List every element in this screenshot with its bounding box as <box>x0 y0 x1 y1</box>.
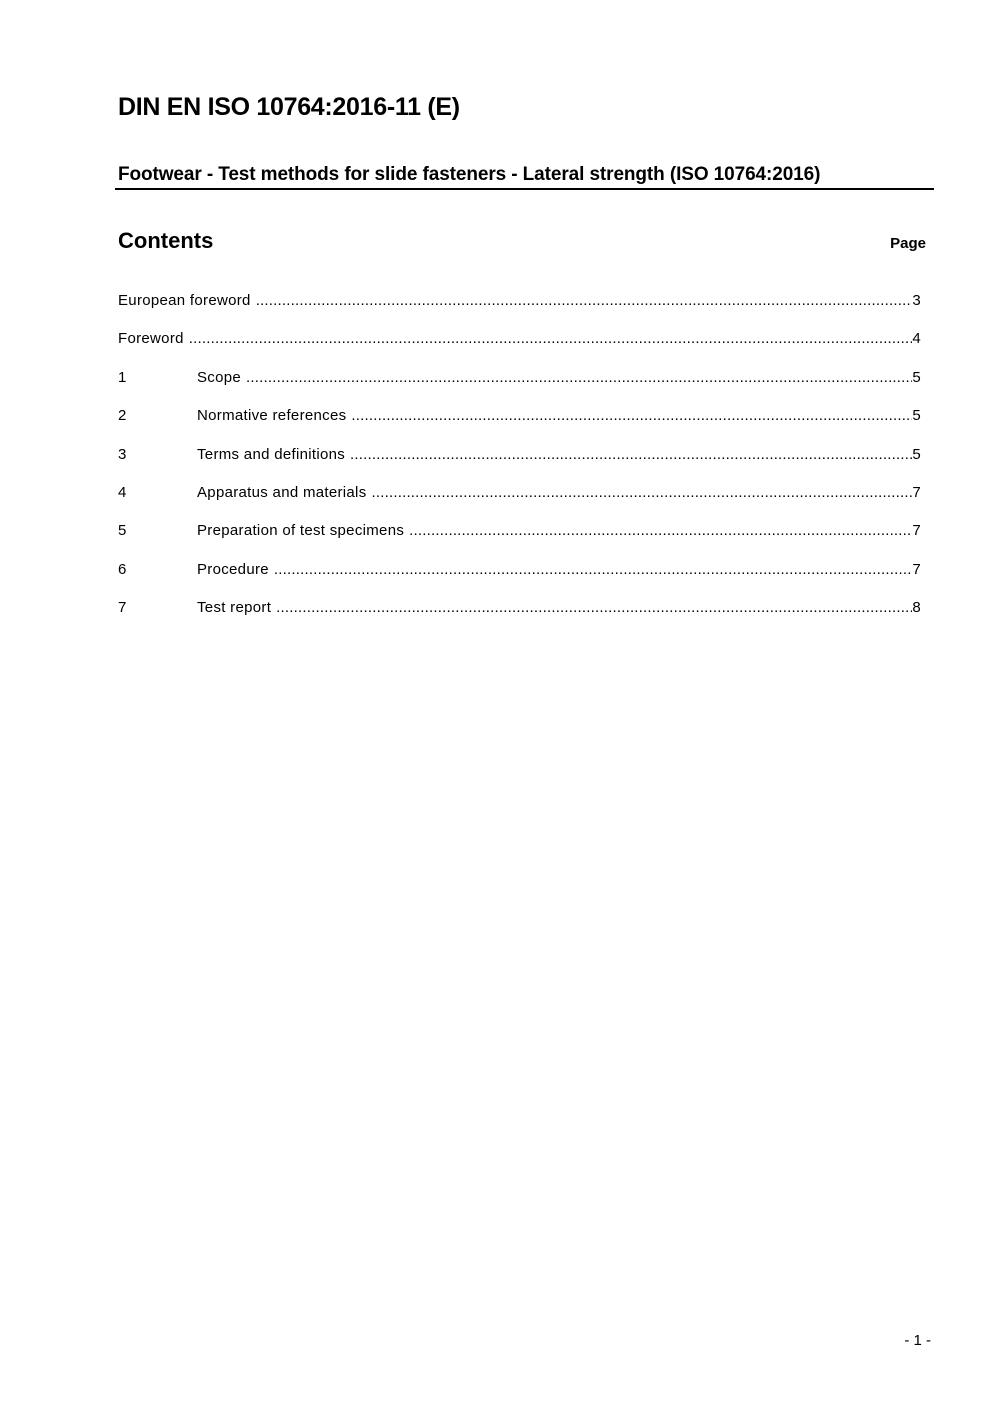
toc-entry-title: Foreword <box>118 330 184 348</box>
toc-dot-leader <box>372 484 913 501</box>
toc-entry-normative-references[interactable] <box>118 407 921 445</box>
toc-dot-leader <box>246 369 912 386</box>
toc-entry-title: Terms and definitions <box>197 445 346 463</box>
toc-entry-page: 7 <box>912 522 921 540</box>
toc-entry-european-foreword[interactable] <box>118 292 921 330</box>
toc-dot-leader <box>409 522 912 539</box>
toc-entry-page: 7 <box>912 483 921 501</box>
contents-heading: Contents <box>118 228 214 253</box>
toc-entry-title: Procedure <box>197 560 269 578</box>
toc-entry-number: 3 <box>118 445 127 463</box>
toc-entry-title: Preparation of test specimens <box>197 522 405 540</box>
toc-entry-number: 7 <box>118 599 127 617</box>
toc-dot-leader <box>189 330 913 347</box>
toc-entry-number: 1 <box>118 368 127 386</box>
table-of-contents <box>118 292 921 638</box>
document-subtitle-rule <box>115 162 934 190</box>
toc-entry-number: 5 <box>118 522 127 540</box>
toc-dot-leader <box>276 599 912 616</box>
toc-entry-page: 7 <box>912 560 921 578</box>
toc-entry-page: 3 <box>912 292 921 309</box>
document-id: DIN EN ISO 10764:2016-11 (E) <box>118 93 460 121</box>
document-subtitle: Footwear - Test methods for slide fasteners - Lateral strength (ISO 10764:2016) <box>118 164 821 185</box>
toc-entry-terms-and-definitions[interactable] <box>118 446 921 484</box>
toc-entry-title: European foreword <box>118 292 251 309</box>
toc-entry-title: Test report <box>197 599 272 617</box>
toc-entry-foreword[interactable] <box>118 330 921 368</box>
toc-entry-title: Apparatus and materials <box>197 483 367 501</box>
toc-dot-leader <box>350 446 912 463</box>
toc-entry-page: 5 <box>912 368 921 386</box>
toc-dot-leader <box>256 292 913 309</box>
toc-entry-preparation-of-test-specimens[interactable] <box>118 522 921 560</box>
toc-entry-page: 5 <box>912 445 921 463</box>
toc-entry-page: 5 <box>912 407 921 425</box>
toc-entry-scope[interactable] <box>118 369 921 407</box>
toc-entry-test-report[interactable] <box>118 599 921 637</box>
toc-entry-title: Scope <box>197 368 242 386</box>
toc-entry-title: Normative references <box>197 407 347 425</box>
toc-dot-leader <box>351 407 912 424</box>
toc-dot-leader <box>274 561 912 578</box>
toc-entry-number: 6 <box>118 560 127 578</box>
toc-entry-page: 8 <box>912 599 921 617</box>
page-column-heading: Page <box>890 235 926 252</box>
toc-entry-procedure[interactable] <box>118 561 921 599</box>
toc-entry-page: 4 <box>912 330 921 348</box>
toc-entry-apparatus-and-materials[interactable] <box>118 484 921 522</box>
toc-entry-number: 4 <box>118 483 127 501</box>
toc-entry-number: 2 <box>118 407 127 425</box>
page-number: - 1 - <box>904 1332 931 1349</box>
